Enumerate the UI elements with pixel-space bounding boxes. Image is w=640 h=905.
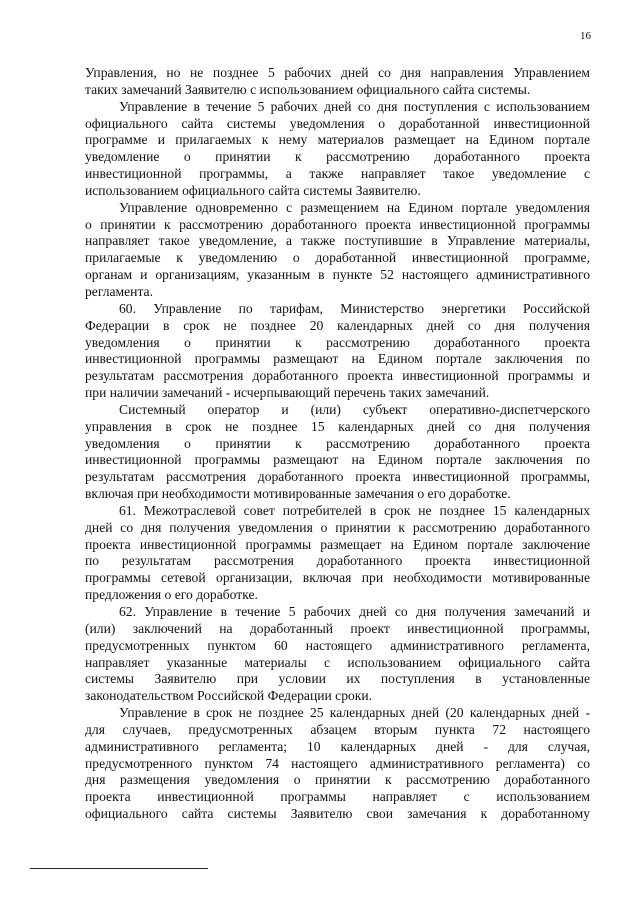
text-line: предложения о его доработке. xyxy=(85,587,258,603)
text-line: инвестиционной программы размещают на Едином портале заключения по xyxy=(85,452,590,468)
text-line: Федерации в срок не позднее 20 календарных дней со дня получения xyxy=(85,317,590,333)
text-line: проекта инвестиционной программы направляет с использованием xyxy=(85,789,590,805)
paragraph xyxy=(85,301,590,402)
paragraph xyxy=(85,200,590,301)
text-line: результатам рассмотрения доработанного проекта инвестиционной программы, xyxy=(85,469,590,485)
text-line: Управление одновременно с размещением на Едином портале уведомления xyxy=(119,199,590,215)
text-line: официального сайта системы Заявителю свои замечания к доработанному xyxy=(85,806,590,822)
text-line: проекта инвестиционной программы размещает на Едином портале заключение xyxy=(85,536,590,552)
paragraph xyxy=(85,604,590,705)
text-line: уведомление о принятии к рассмотрению доработанного проекта xyxy=(85,149,590,165)
text-line: регламента. xyxy=(85,283,153,299)
text-line: включая при необходимости мотивированные замечания о его доработке. xyxy=(85,486,511,502)
text-line: Управления, но не позднее 5 рабочих дней со дня направления Управлением xyxy=(85,65,590,80)
text-line: направляет такое уведомление, а также поступившие в Управление материалы, xyxy=(85,233,590,249)
text-line: прилагаемые к уведомлению о доработанной инвестиционной программе, xyxy=(85,250,590,266)
paragraph xyxy=(85,705,590,823)
text-line: программе и прилагаемых к нему материалов размещает на Едином портале xyxy=(85,132,590,148)
text-line: инвестиционной программы размещают на Едином портале заключения по xyxy=(85,351,590,367)
text-line: системы Заявителю при условии их поступления в установленные xyxy=(85,671,590,687)
text-line: Управление в течение 5 рабочих дней со дня поступления с использованием xyxy=(119,98,590,114)
text-line: по результатам рассмотрения доработанного проекта инвестиционной xyxy=(85,553,590,569)
text-line: для случаев, предусмотренных абзацем вторым пункта 72 настоящего xyxy=(85,721,590,737)
text-line: официального сайта системы уведомления о доработанной инвестиционной xyxy=(85,115,590,131)
text-line: уведомления о принятии к рассмотрению доработанного проекта xyxy=(85,435,590,451)
text-line: о принятии к рассмотрению доработанного проекта инвестиционной программы xyxy=(85,216,590,232)
text-line: 61. Межотраслевой совет потребителей в срок не позднее 15 календарных xyxy=(119,502,590,518)
paragraph xyxy=(85,65,590,99)
paragraph xyxy=(85,503,590,604)
document-body xyxy=(85,65,590,823)
text-line: использованием официального сайта системы Заявителю. xyxy=(85,182,421,198)
text-line: (или) заключений на доработанный проект инвестиционной программы, xyxy=(85,620,590,636)
text-line: законодательством Российской Федерации сроки. xyxy=(85,688,373,704)
text-line: результатам рассмотрения доработанного проекта инвестиционной программы и xyxy=(85,368,590,384)
text-line: предусмотренного пунктом 74 настоящего административного регламента) со xyxy=(85,755,590,771)
text-line: программы сетевой организации, включая при необходимости мотивированные xyxy=(85,570,590,586)
text-line: Системный оператор и (или) субъект оперативно-диспетчерского xyxy=(119,401,590,417)
text-line: инвестиционной программы, а также направляет такое уведомление с xyxy=(85,166,590,182)
text-line: таких замечаний Заявителю с использованием официального сайта системы. xyxy=(85,81,531,97)
text-line: Управление в срок не позднее 25 календарных дней (20 календарных дней - xyxy=(119,705,590,721)
text-line: при наличии замечаний - исчерпывающий перечень таких замечаний. xyxy=(85,385,490,401)
footnote-separator-rule xyxy=(30,868,208,869)
text-line: дней со дня получения уведомления о принятии к рассмотрению доработанного xyxy=(85,519,590,535)
text-line: 62. Управление в течение 5 рабочих дней со дня получения замечаний и xyxy=(119,604,590,619)
text-line: дня размещения уведомления о принятии к рассмотрению доработанного xyxy=(85,772,590,788)
text-line: уведомления о принятии к рассмотрению доработанного проекта xyxy=(85,334,590,350)
text-line: органам и организациям, указанным в пункте 52 настоящего административного xyxy=(85,267,590,283)
text-line: предусмотренных пунктом 60 настоящего административного регламента, xyxy=(85,637,590,653)
text-line: направляет указанные материалы с использованием официального сайта xyxy=(85,654,590,670)
text-line: управления в срок не позднее 15 календарных дней со дня получения xyxy=(85,418,590,434)
paragraph xyxy=(85,99,590,200)
text-line: 60. Управление по тарифам, Министерство энергетики Российской xyxy=(119,300,590,316)
paragraph xyxy=(85,402,590,503)
page-number: 16 xyxy=(580,30,591,42)
text-line: административного регламента; 10 календарных дней - для случая, xyxy=(85,738,590,754)
